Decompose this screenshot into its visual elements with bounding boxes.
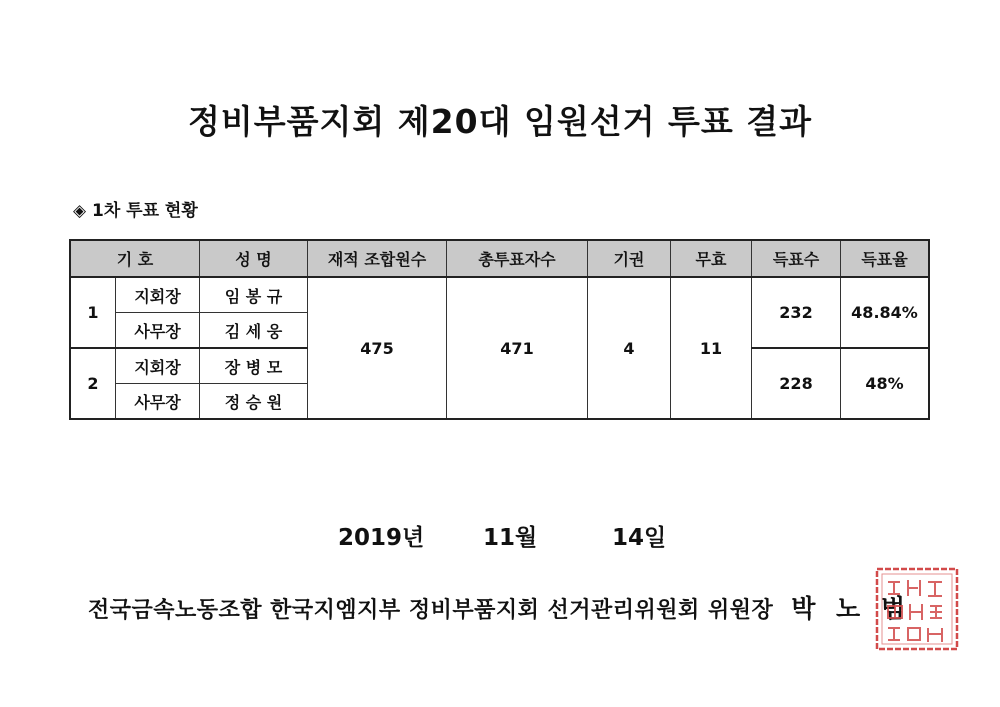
header-members: 재적 조합원수 — [308, 240, 447, 277]
group-votes: 232 — [752, 277, 841, 348]
candidate-position: 사무장 — [116, 384, 200, 420]
group-number: 1 — [70, 277, 116, 348]
invalid-count: 11 — [671, 277, 752, 419]
candidate-position: 지회장 — [116, 348, 200, 384]
table-row — [70, 277, 929, 313]
date-year: 2019년 — [338, 525, 425, 551]
header-invalid: 무효 — [671, 240, 752, 277]
candidate-position: 지회장 — [116, 277, 200, 313]
group-rate: 48% — [841, 348, 930, 419]
header-symbol: 기 호 — [70, 240, 200, 277]
group-rate: 48.84% — [841, 277, 930, 348]
members-count: 475 — [308, 277, 447, 419]
header-total-voters: 총투표자수 — [447, 240, 588, 277]
chair-name: 박 노 범 — [791, 594, 912, 623]
header-votes: 득표수 — [752, 240, 841, 277]
candidate-name: 장 병 모 — [200, 348, 308, 384]
date-month: 11월 — [483, 525, 538, 551]
total-voters: 471 — [447, 277, 588, 419]
issuer-organization: 전국금속노동조합 한국지엠지부 정비부품지회 선거관리위원회 위원장 — [88, 598, 774, 623]
candidate-name: 김 세 웅 — [200, 313, 308, 349]
header-rate: 득표율 — [841, 240, 930, 277]
vote-results-table — [69, 239, 930, 420]
candidate-position: 사무장 — [116, 313, 200, 349]
page-title: 정비부품지회 제20대 임원선거 투표 결과 — [188, 102, 812, 141]
candidate-name: 임 봉 규 — [200, 277, 308, 313]
issuer-line — [88, 589, 911, 625]
group-number: 2 — [70, 348, 116, 419]
abstain-count: 4 — [588, 277, 671, 419]
candidate-name: 정 승 원 — [200, 384, 308, 420]
official-seal-icon — [874, 566, 960, 652]
table-header-row — [70, 240, 929, 277]
section-label: 1차 투표 현황 — [92, 201, 198, 221]
header-abstain: 기권 — [588, 240, 671, 277]
section-heading — [73, 196, 198, 221]
group-votes: 228 — [752, 348, 841, 419]
date-day: 14일 — [612, 525, 667, 551]
diamond-icon: ◈ — [73, 201, 87, 221]
header-name: 성 명 — [200, 240, 308, 277]
